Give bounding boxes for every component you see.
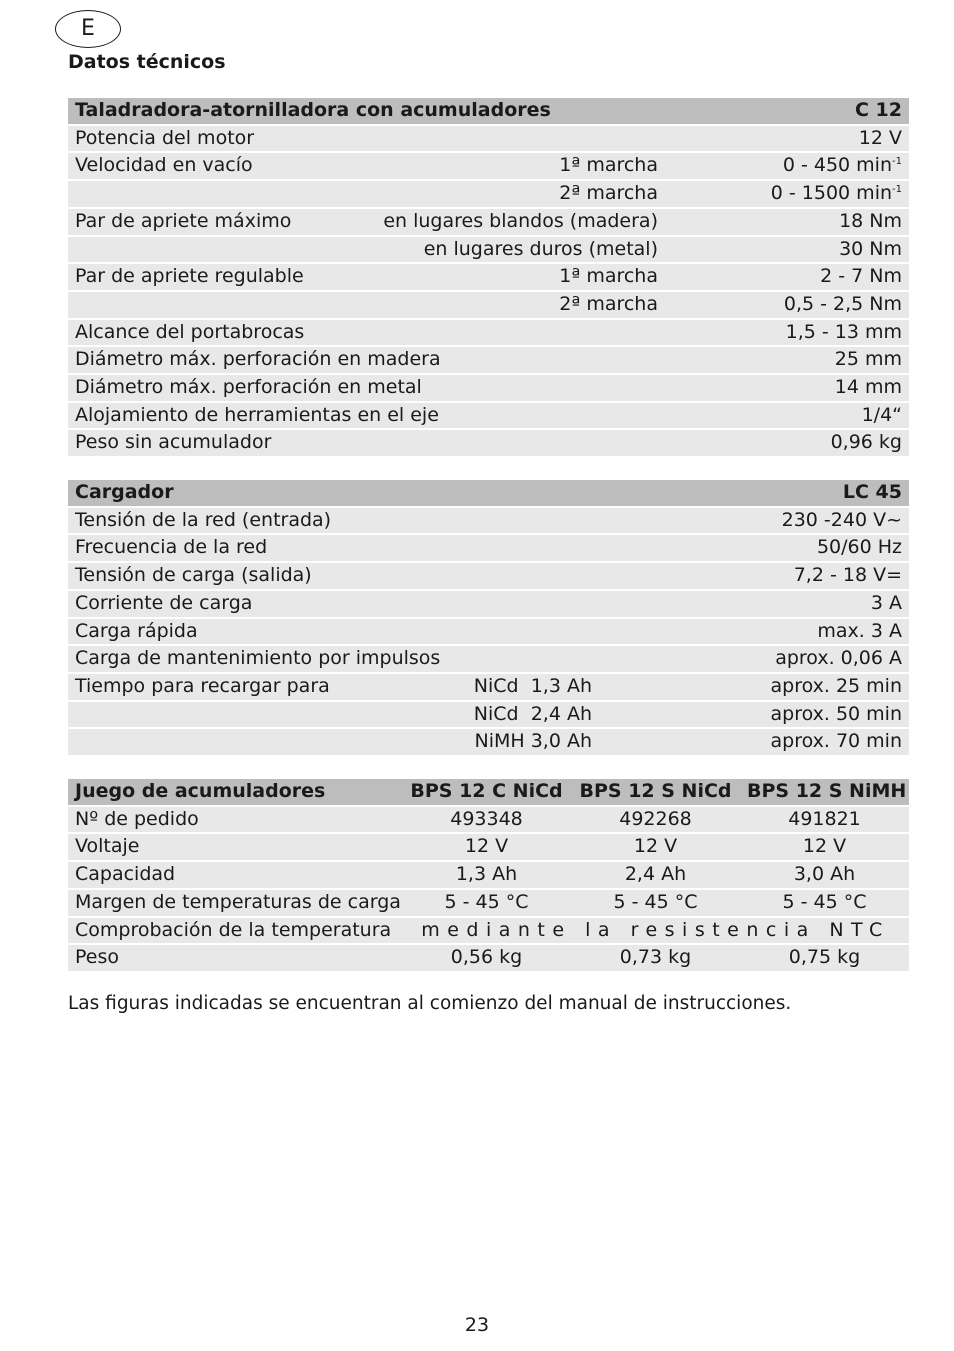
table-row [68,236,909,264]
row-value: 3 A [632,590,909,618]
row-label: Tiempo para recargar para [68,673,398,701]
table-row [68,263,909,291]
cell: 0,73 kg [571,944,740,972]
battery-heading: Juego de acumuladores [68,779,402,806]
column-header: BPS 12 S NiCd [571,779,740,806]
charger-model: LC 45 [632,480,909,507]
column-header: BPS 12 S NiMH [740,779,909,806]
row-value: 1/4“ [665,402,909,430]
language-badge [55,10,121,48]
table-row [68,402,909,430]
table-row [68,833,909,861]
row-value: 1,5 - 13 mm [665,319,909,347]
row-value: 12 V [665,125,909,153]
table-row [68,590,909,618]
table-row [68,618,909,646]
row-value: 18 Nm [665,208,909,236]
drill-heading: Taladradora-atornilladora con acumuladores [68,98,665,125]
column-header: BPS 12 C NiCd [402,779,571,806]
row-value: 0 - 1500 $\min^{-1}$ [665,180,909,208]
row-value: 0 - 450 $\min^{-1}$ [665,152,909,180]
row-value: aprox. 0,06 A [632,645,909,673]
charger-heading: Cargador [68,480,632,507]
battery-specs-table [68,779,909,973]
row-condition: NiCd 2,4 Ah [398,701,632,729]
row-label: Peso sin acumulador [68,429,665,457]
cell: 12 V [402,833,571,861]
drill-specs-table [68,98,909,458]
table-row [68,917,909,945]
table-header-row [68,480,909,507]
table-row [68,152,909,180]
row-condition: en lugares blandos (madera) [348,208,665,236]
row-value: 30 Nm [665,236,909,264]
row-label: Par de apriete regulable [68,263,348,291]
cell: 5 - 45 °C [740,889,909,917]
row-label: Capacidad [68,861,402,889]
page-title: Datos técnicos [68,51,226,73]
cell: 1,3 Ah [402,861,571,889]
row-condition: en lugares duros (metal) [348,236,665,264]
table-row [68,889,909,917]
table-row [68,534,909,562]
table-row [68,701,909,729]
table-row [68,291,909,319]
table-row [68,319,909,347]
table-row [68,728,909,756]
row-value: 25 mm [665,346,909,374]
row-label: Nº de pedido [68,806,402,834]
row-condition: 1ª marcha [348,152,665,180]
row-label: Diámetro máx. perforación en madera [68,346,665,374]
table-row [68,944,909,972]
table-row [68,180,909,208]
cell: 493348 [402,806,571,834]
table-row [68,507,909,535]
row-value: 0,5 - 2,5 Nm [665,291,909,319]
row-value: 50/60 Hz [632,534,909,562]
table-header-row [68,98,909,125]
row-label: Voltaje [68,833,402,861]
row-label: Tensión de carga (salida) [68,562,632,590]
row-label: Margen de temperaturas de carga [68,889,402,917]
cell-spanning: mediante la resistencia NTC [402,917,909,945]
table-row [68,208,909,236]
row-condition: 1ª marcha [348,263,665,291]
cell: 3,0 Ah [740,861,909,889]
charger-specs-table [68,480,909,757]
cell: 2,4 Ah [571,861,740,889]
row-label: Corriente de carga [68,590,632,618]
table-row [68,673,909,701]
row-label: Velocidad en vacío [68,152,348,180]
row-value: aprox. 25 min [632,673,909,701]
row-label: Comprobación de la temperatura [68,917,402,945]
table-row [68,861,909,889]
footnote: Las figuras indicadas se encuentran al comienzo del manual de instrucciones. [68,993,792,1014]
row-value: 2 - 7 Nm [665,263,909,291]
row-label: Peso [68,944,402,972]
table-header-row [68,779,909,806]
row-label: Par de apriete máximo [68,208,348,236]
cell: 5 - 45 °C [571,889,740,917]
row-label: Carga rápida [68,618,632,646]
row-label: Frecuencia de la red [68,534,632,562]
cell: 0,75 kg [740,944,909,972]
row-value: 7,2 - 18 V= [632,562,909,590]
row-condition: NiMH 3,0 Ah [398,728,632,756]
row-condition: NiCd 1,3 Ah [398,673,632,701]
row-condition: 2ª marcha [348,180,665,208]
table-row [68,806,909,834]
row-label: Potencia del motor [68,125,665,153]
cell: 492268 [571,806,740,834]
table-row [68,562,909,590]
row-value: 14 mm [665,374,909,402]
row-label: Diámetro máx. perforación en metal [68,374,665,402]
row-label: Alcance del portabrocas [68,319,665,347]
drill-model: C 12 [665,98,909,125]
row-condition: 2ª marcha [348,291,665,319]
language-code: E [81,16,95,41]
table-row [68,645,909,673]
table-row [68,346,909,374]
row-value: aprox. 50 min [632,701,909,729]
table-row [68,125,909,153]
cell: 12 V [571,833,740,861]
row-value: max. 3 A [632,618,909,646]
cell: 5 - 45 °C [402,889,571,917]
page-number: 23 [464,1314,490,1336]
row-label: Alojamiento de herramientas en el eje [68,402,665,430]
table-row [68,429,909,457]
cell: 12 V [740,833,909,861]
row-value: aprox. 70 min [632,728,909,756]
row-value: 0,96 kg [665,429,909,457]
table-row [68,374,909,402]
cell: 0,56 kg [402,944,571,972]
row-value: 230 -240 V~ [632,507,909,535]
row-label: Carga de mantenimiento por impulsos [68,645,632,673]
cell: 491821 [740,806,909,834]
row-label: Tensión de la red (entrada) [68,507,632,535]
